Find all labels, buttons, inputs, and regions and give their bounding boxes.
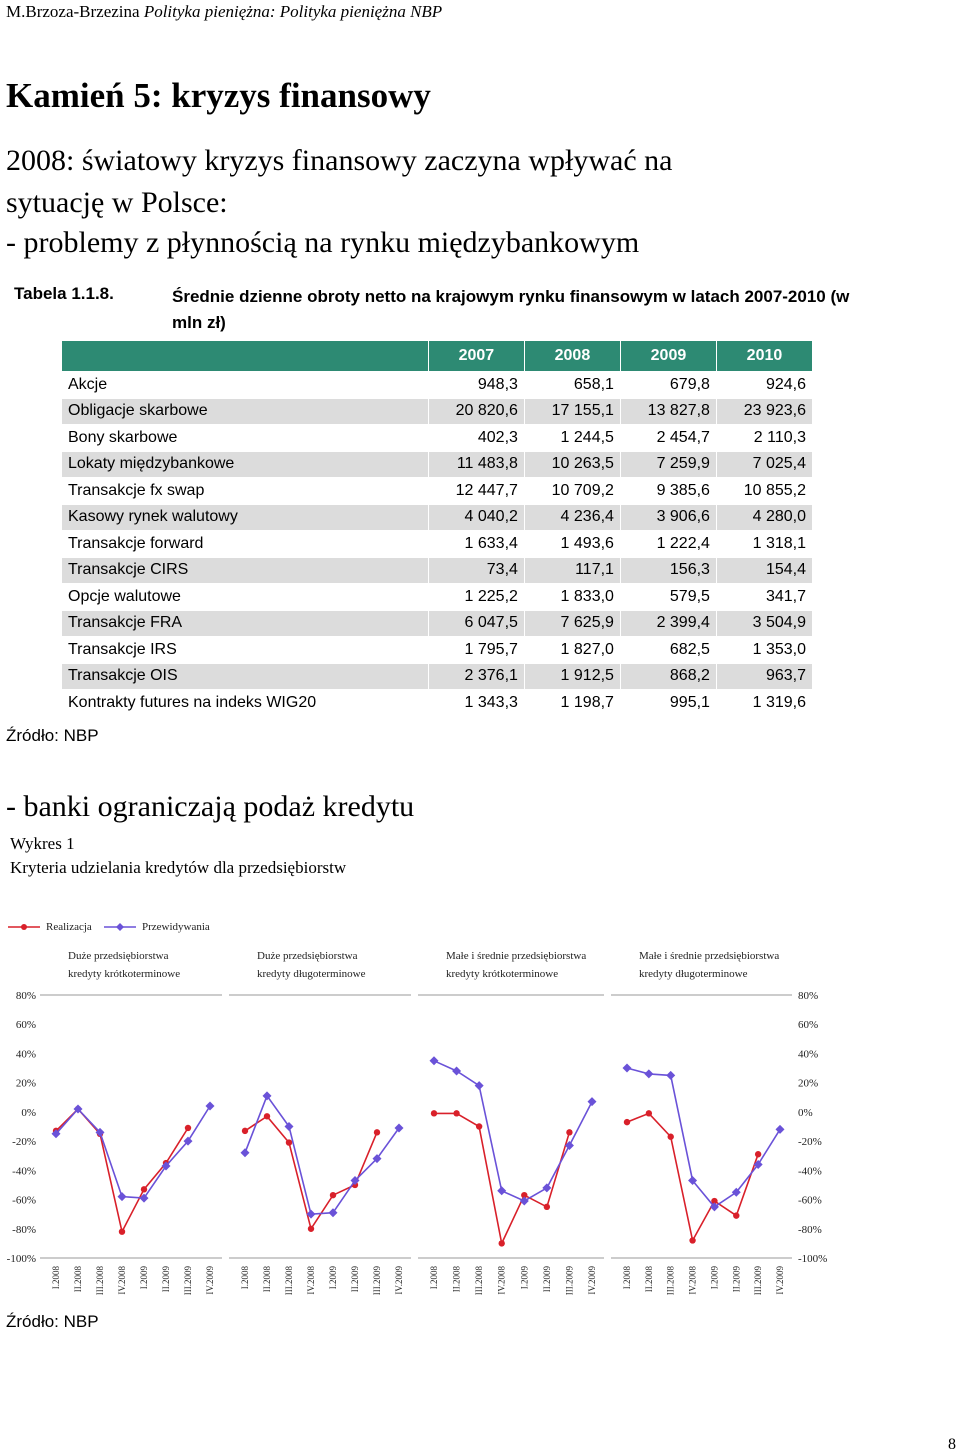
x-tick-label: II.2009 [350,1266,360,1293]
row-label-cell: Transakcje OIS [62,663,429,690]
panel-title-line2: kredyty krótkoterminowe [446,968,559,980]
x-tick-label: II.2008 [451,1266,462,1293]
table-row [62,425,813,452]
x-tick-label: II.2009 [731,1266,742,1293]
data-point-realizacja [544,1204,550,1210]
value-cell: 1 222,4 [620,531,716,558]
table-row [62,372,813,399]
x-tick-label: I.2008 [622,1266,632,1290]
legend-marker-realizacja [21,924,27,930]
data-point-przewidywania [118,1192,127,1201]
value-cell: 1 343,3 [428,690,524,717]
data-point-realizacja [431,1110,437,1116]
value-cell: 2 454,7 [620,425,716,452]
row-label-cell: Akcje [62,372,429,399]
header-title: Polityka pieniężna: Polityka pieniężna NBP [143,2,443,21]
data-point-przewidywania [520,1197,529,1206]
table-row [62,451,813,478]
value-cell: 7 025,4 [716,451,812,478]
value-cell: 868,2 [620,663,716,690]
row-label-cell: Kasowy rynek walutowy [62,504,429,531]
x-tick-label: IV.2008 [117,1266,127,1295]
value-cell: 341,7 [716,584,812,611]
value-cell: 3 906,6 [620,504,716,531]
table-header-cell: 2008 [524,341,620,372]
table-header-cell: 2010 [716,341,812,372]
intro-line-2: sytuację w Polsce: [6,186,228,219]
x-tick-label: IV.2009 [205,1266,215,1295]
value-cell: 658,1 [524,372,620,399]
panel-title-line1: Duże przedsiębiorstwa [68,950,169,962]
table-title: Średnie dzienne obroty netto na krajowym rynku finansowym w latach 2007-2010 (w mln zł) [172,287,850,332]
data-point-realizacja [689,1237,695,1243]
value-cell: 682,5 [620,637,716,664]
y-tick-label-right: 40% [798,1048,819,1061]
x-tick-label: IV.2008 [687,1266,698,1295]
data-point-realizacja [755,1151,761,1157]
x-tick-label: III.2008 [284,1266,294,1296]
y-tick-label-right: -40% [798,1165,822,1178]
table-row [62,504,813,531]
y-tick-label-left: 0% [21,1106,36,1119]
data-point-realizacja [566,1129,572,1135]
value-cell: 4 280,0 [716,504,812,531]
data-point-przewidywania [329,1208,338,1217]
value-cell: 1 493,6 [524,531,620,558]
series-line-realizacja [56,1109,188,1232]
data-point-przewidywania [542,1183,551,1192]
row-label-cell: Transakcje CIRS [62,557,429,584]
page-number: 8 [948,1436,956,1453]
value-cell: 20 820,6 [428,398,524,425]
data-point-realizacja [141,1186,147,1192]
table-row [62,398,813,425]
x-tick-label: IV.2008 [496,1266,507,1295]
intro-line-1: 2008: światowy kryzys finansowy zaczyna wpływać na [6,144,673,177]
table-row [62,557,813,584]
x-tick-label: II.2008 [643,1266,654,1293]
series-line-przewidywania [627,1068,780,1207]
value-cell: 6 047,5 [428,610,524,637]
row-label-cell: Transakcje FRA [62,610,429,637]
row-label-cell: Transakcje forward [62,531,429,558]
x-tick-label: IV.2009 [775,1266,785,1295]
value-cell: 23 923,6 [716,398,812,425]
source-note-table: Źródło: NBP [6,726,99,745]
value-cell: 1 827,0 [524,637,620,664]
table-row [62,531,813,558]
value-cell: 1 225,2 [428,584,524,611]
table-row [62,584,813,611]
data-point-przewidywania [430,1056,439,1065]
data-point-realizacja [733,1212,739,1218]
legend-label-realizacja: Realizacja [46,921,92,933]
series-line-realizacja [434,1113,569,1243]
x-tick-label: I.2009 [328,1266,338,1290]
legend-marker-przewidywania [116,923,124,931]
value-cell: 12 447,7 [428,478,524,505]
value-cell: 156,3 [620,557,716,584]
data-point-realizacja [242,1128,248,1134]
y-tick-label-right: -100% [798,1253,828,1265]
value-cell: 11 483,8 [428,451,524,478]
value-cell: 154,4 [716,557,812,584]
data-point-realizacja [330,1192,336,1198]
data-point-przewidywania [666,1071,675,1080]
turnover-table [61,340,813,717]
value-cell: 1 244,5 [524,425,620,452]
value-cell: 402,3 [428,425,524,452]
value-cell: 117,1 [524,557,620,584]
data-point-realizacja [499,1240,505,1246]
x-tick-label: III.2009 [183,1266,193,1296]
table-header-cell: 2007 [428,341,524,372]
value-cell: 2 376,1 [428,663,524,690]
panel-title-line1: Małe i średnie przedsiębiorstwa [639,950,780,962]
y-tick-label-left: 80% [15,990,36,1002]
x-tick-label: III.2009 [753,1266,764,1296]
series-line-przewidywania [56,1106,210,1198]
data-point-realizacja [476,1123,482,1129]
value-cell: 1 795,7 [428,637,524,664]
value-cell: 679,8 [620,372,716,399]
row-label-cell: Obligacje skarbowe [62,398,429,425]
source-note-chart: Źródło: NBP [6,1312,99,1331]
value-cell: 963,7 [716,663,812,690]
value-cell: 1 633,4 [428,531,524,558]
value-cell: 13 827,8 [620,398,716,425]
y-tick-label-right: -60% [798,1194,822,1207]
y-tick-label-right: 60% [798,1019,819,1032]
value-cell: 9 385,6 [620,478,716,505]
panel-title-line2: kredyty długoterminowe [257,968,366,980]
x-tick-label: I.2008 [51,1266,61,1290]
intro-line-3: - problemy z płynnością na rynku międzybankowym [6,226,640,259]
x-tick-label: II.2008 [73,1266,83,1293]
data-point-przewidywania [475,1081,484,1090]
table-row [62,610,813,637]
value-cell: 7 625,9 [524,610,620,637]
x-tick-label: I.2009 [709,1266,720,1290]
y-tick-label-right: -20% [798,1136,822,1149]
value-cell: 7 259,9 [620,451,716,478]
value-cell: 1 319,6 [716,690,812,717]
value-cell: 1 353,0 [716,637,812,664]
data-point-realizacja [453,1110,459,1116]
data-point-przewidywania [588,1097,597,1106]
data-point-realizacja [668,1134,674,1140]
data-point-realizacja [119,1229,125,1235]
value-cell: 4 040,2 [428,504,524,531]
y-tick-label-right: 20% [798,1077,819,1090]
data-point-przewidywania [206,1102,215,1111]
value-cell: 995,1 [620,690,716,717]
x-tick-label: III.2009 [372,1266,382,1296]
x-tick-label: I.2008 [429,1266,439,1290]
value-cell: 1 318,1 [716,531,812,558]
table-row [62,478,813,505]
value-cell: 10 709,2 [524,478,620,505]
x-tick-label: III.2008 [474,1266,485,1296]
value-cell: 3 504,9 [716,610,812,637]
row-label-cell: Transakcje fx swap [62,478,429,505]
data-point-przewidywania [623,1064,632,1073]
row-label-cell: Lokaty międzybankowe [62,451,429,478]
data-point-przewidywania [776,1125,785,1134]
table-figure [6,262,868,722]
data-point-realizacja [264,1113,270,1119]
data-point-przewidywania [497,1186,506,1195]
x-tick-label: II.2008 [262,1266,272,1293]
x-tick-label: I.2008 [240,1266,250,1290]
chart-label: Wykres 1 [10,834,75,853]
page-heading: Kamień 5: kryzys finansowy [6,76,431,115]
row-label-cell: Transakcje IRS [62,637,429,664]
y-tick-label-left: 60% [15,1019,36,1032]
y-tick-label-left: 20% [15,1077,36,1090]
value-cell: 2 399,4 [620,610,716,637]
value-cell: 579,5 [620,584,716,611]
table-row [62,690,813,717]
table-header-row [62,341,813,372]
data-point-realizacja [624,1119,630,1125]
value-cell: 924,6 [716,372,812,399]
table-header-cell: 2009 [620,341,716,372]
y-tick-label-left: -40% [12,1165,36,1178]
y-tick-label-left: -60% [12,1194,36,1207]
data-point-realizacja [185,1125,191,1131]
table-number: Tabela 1.1.8. [14,284,114,303]
value-cell: 948,3 [428,372,524,399]
table-header-cell [62,341,429,372]
header-author: M.Brzoza-Brzezina [6,2,140,21]
value-cell: 10 855,2 [716,478,812,505]
row-label-cell: Opcje walutowe [62,584,429,611]
row-label-cell: Bony skarbowe [62,425,429,452]
x-tick-label: II.2009 [541,1266,552,1293]
data-point-przewidywania [644,1069,653,1078]
x-tick-label: IV.2009 [587,1266,597,1295]
data-point-realizacja [286,1139,292,1145]
panel-title-line1: Duże przedsiębiorstwa [257,950,358,962]
x-tick-label: III.2008 [95,1266,105,1296]
y-tick-label-left: -100% [6,1253,36,1265]
credit-criteria-chart [0,892,860,1312]
value-cell: 2 110,3 [716,425,812,452]
value-cell: 73,4 [428,557,524,584]
data-point-przewidywania [241,1148,250,1157]
data-point-przewidywania [452,1066,461,1075]
data-point-realizacja [646,1110,652,1116]
x-tick-label: IV.2009 [394,1266,404,1295]
value-cell: 1 198,7 [524,690,620,717]
x-tick-label: II.2009 [161,1266,171,1293]
row-label-cell: Kontrakty futures na indeks WIG20 [62,690,429,717]
x-tick-label: III.2009 [564,1266,575,1296]
value-cell: 17 155,1 [524,398,620,425]
panel-title-line2: kredyty długoterminowe [639,968,748,980]
bullet-credit: - banki ograniczają podaż kredytu [6,790,415,823]
value-cell: 1 912,5 [524,663,620,690]
chart-title: Kryteria udzielania kredytów dla przedsiębiorstw [10,858,347,877]
y-tick-label-right: 0% [798,1106,813,1119]
x-tick-label: I.2009 [139,1266,149,1290]
panel-title-line1: Małe i średnie przedsiębiorstwa [446,950,587,962]
value-cell: 1 833,0 [524,584,620,611]
legend-label-przewidywania: Przewidywania [142,921,210,933]
x-tick-label: IV.2008 [306,1266,316,1295]
y-tick-label-right: 80% [798,990,819,1002]
y-tick-label-left: -80% [12,1223,36,1236]
panel-title-line2: kredyty krótkoterminowe [68,968,181,980]
y-tick-label-right: -80% [798,1223,822,1236]
page-header [6,2,442,22]
x-tick-label: I.2009 [519,1266,530,1290]
table-row [62,663,813,690]
chart-caption [10,832,346,880]
value-cell: 10 263,5 [524,451,620,478]
x-tick-label: III.2008 [665,1266,676,1296]
data-point-realizacja [308,1226,314,1232]
value-cell: 4 236,4 [524,504,620,531]
y-tick-label-left: -20% [12,1136,36,1149]
table-row [62,637,813,664]
data-point-realizacja [374,1129,380,1135]
y-tick-label-left: 40% [15,1048,36,1061]
